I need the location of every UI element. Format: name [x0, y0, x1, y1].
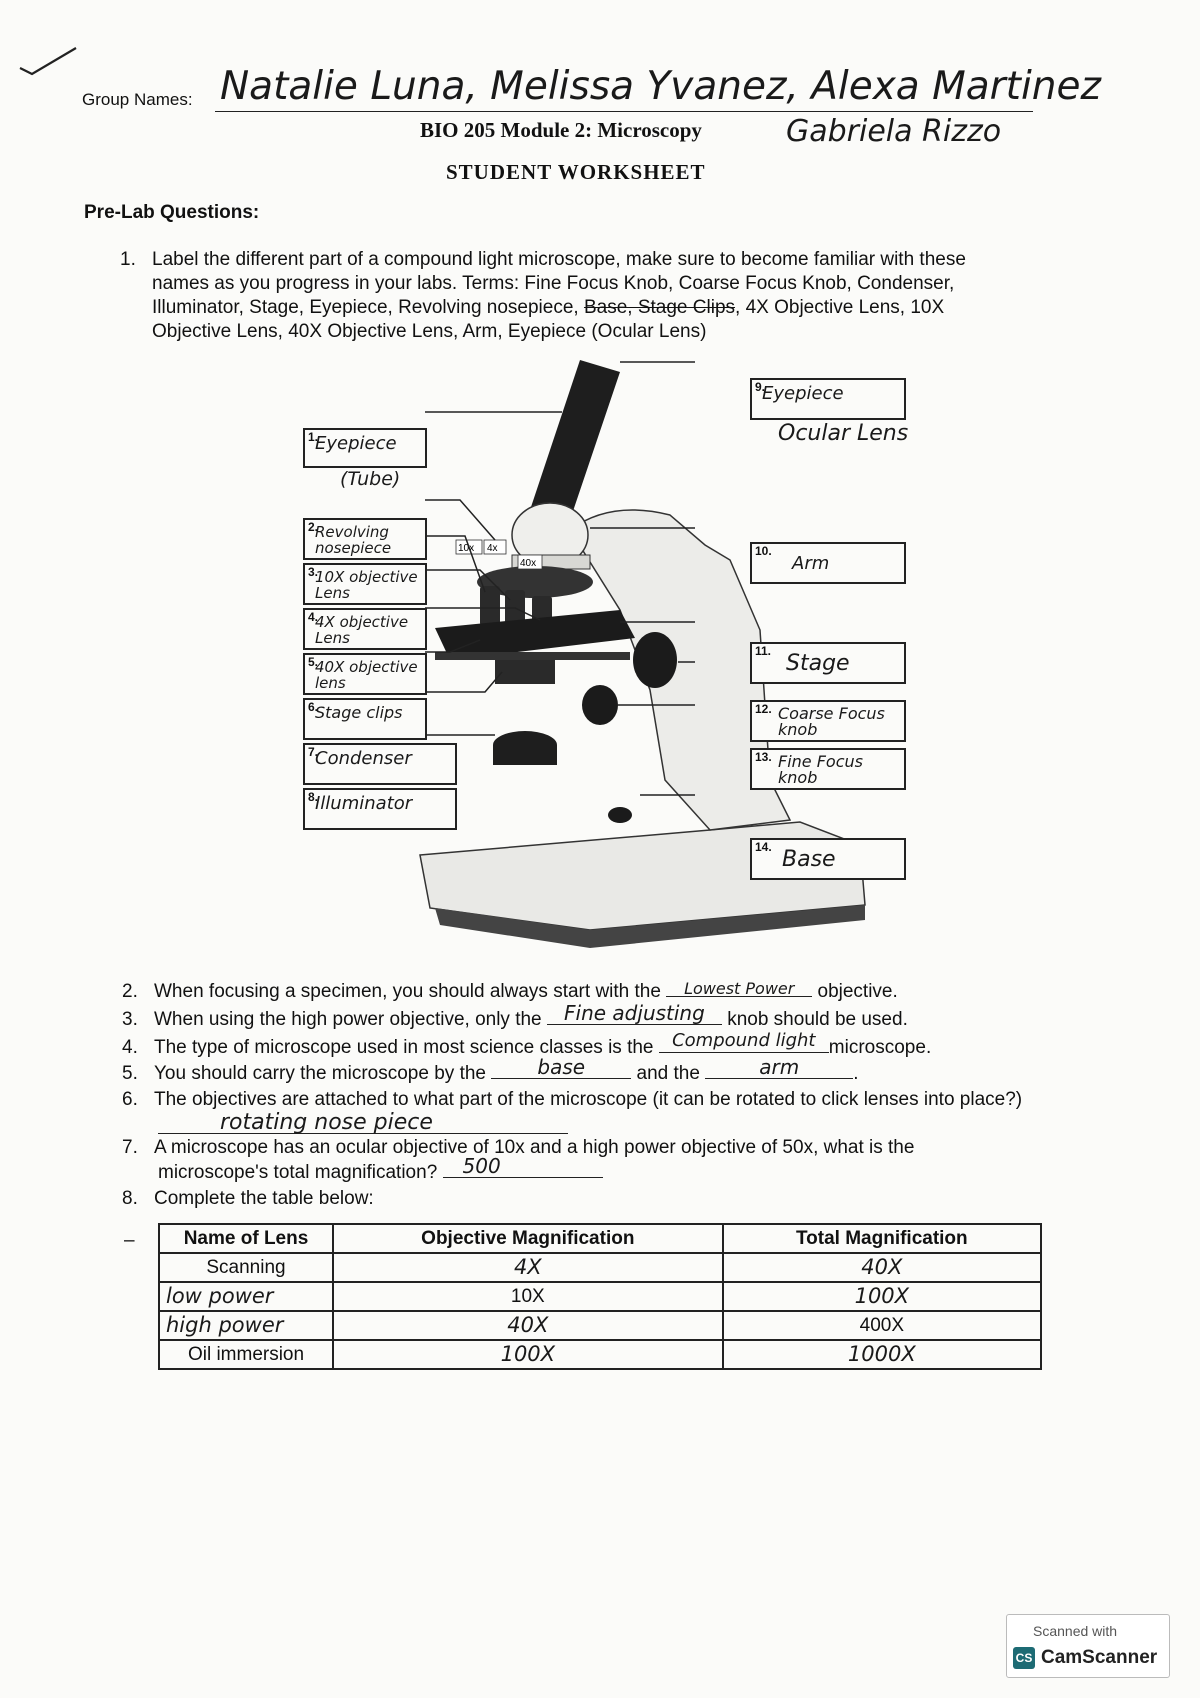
answer-q3: Fine adjusting [564, 1001, 705, 1025]
table-row: high power 40X 400X [159, 1311, 1041, 1340]
question-4: 4. The type of microscope used in most science classes is the Compound light microscope. [122, 1030, 932, 1058]
label-answer-9-extra: Ocular Lens [778, 421, 909, 446]
coarse-focus-knob [633, 632, 677, 688]
answer-q5-arm: arm [759, 1055, 800, 1079]
label-box-3: 3. 10X objective Lens [303, 563, 427, 605]
label-answer-3: 10X objective Lens [315, 568, 418, 602]
label-answer-9: Eyepiece [762, 383, 844, 404]
label-box-1: 1. Eyepiece [303, 428, 427, 468]
label-box-2: 2. Revolving nosepiece [303, 518, 427, 560]
question-1: 1. Label the different part of a compound light microscope, make sure to become familiar with these [120, 249, 966, 270]
label-box-7: 7. Condenser [303, 743, 457, 785]
question-2: 2. When focusing a specimen, you should always start with the Lowest Power objective. [122, 979, 898, 1002]
table-row: low power 10X 100X [159, 1282, 1041, 1311]
answer-q7: 500 [462, 1154, 501, 1178]
table-row: Scanning 4X 40X [159, 1253, 1041, 1282]
lens-mark-10x: 10x [458, 543, 475, 554]
watermark-line1: Scanned with [1033, 1623, 1118, 1639]
lens-table [158, 1223, 1042, 1370]
label-answer-11: Stage [786, 651, 850, 676]
table-header: Total Magnification [723, 1224, 1041, 1253]
answer-q4: Compound light [672, 1030, 816, 1051]
question-3: 3. When using the high power objective, only the Fine adjusting knob should be used. [122, 1001, 908, 1030]
label-box-8: 8. Illuminator [303, 788, 457, 830]
label-answer-5: 40X objective lens [315, 658, 418, 692]
lens-mark-4x: 4x [487, 543, 498, 554]
objective-10x [480, 586, 500, 626]
label-answer-2: Revolving nosepiece [315, 523, 392, 557]
condenser-body [495, 660, 555, 684]
eyepiece-tube [530, 360, 620, 520]
group-names-label: Group Names: [82, 90, 193, 109]
label-answer-8: Illuminator [315, 793, 413, 814]
fine-focus-knob [582, 685, 618, 725]
group-names-line2: Gabriela Rizzo [786, 114, 1002, 149]
question-6: 6. The objectives are attached to what part of the microscope (it can be rotated to click lenses into place?) [122, 1089, 1023, 1110]
label-box-9: 9. Eyepiece [750, 378, 906, 420]
course-title: BIO 205 Module 2: Microscopy [420, 118, 702, 142]
question-1-line4: Objective Lens, 40X Objective Lens, Arm, Eyepiece (Ocular Lens) [152, 321, 707, 342]
question-8: 8. Complete the table below: [122, 1188, 374, 1209]
label-box-10: 10. Arm [750, 542, 906, 584]
group-names: Natalie Luna, Melissa Yvanez, Alexa Martinez [220, 64, 1101, 109]
table-header: Name of Lens [159, 1224, 333, 1253]
struck-terms: Base, Stage Clips [583, 297, 736, 318]
label-answer-1-extra: (Tube) [340, 468, 401, 490]
camscanner-watermark [1006, 1614, 1170, 1678]
answer-q2: Lowest Power [684, 979, 795, 998]
question-7: 7. A microscope has an ocular objective of 10x and a high power objective of 50x, what is the [122, 1137, 915, 1158]
table-header-row [159, 1224, 1041, 1253]
label-box-14: 14. Base [750, 838, 906, 880]
dash-mark: – [124, 1230, 135, 1251]
label-box-6: 6. Stage clips [303, 698, 427, 740]
label-answer-12: Coarse Focus knob [778, 704, 885, 739]
label-answer-6: Stage clips [315, 703, 403, 722]
group-names-underline [215, 111, 1033, 112]
answer-q5-base: base [537, 1055, 586, 1079]
camscanner-logo-icon: CS [1013, 1647, 1035, 1669]
label-answer-1: Eyepiece [315, 433, 397, 454]
check-mark-icon [14, 40, 84, 95]
question-1-line2: names as you progress in your labs. Terms: Fine Focus Knob, Coarse Focus Knob, Condenser, [152, 273, 955, 294]
answer-q6: rotating nose piece [220, 1110, 433, 1135]
label-answer-7: Condenser [315, 748, 412, 769]
table-row: Oil immersion 100X 1000X [159, 1340, 1041, 1369]
label-box-5: 5. 40X objective lens [303, 653, 427, 695]
worksheet-title: STUDENT WORKSHEET [446, 160, 706, 184]
label-box-4: 4. 4X objective Lens [303, 608, 427, 650]
question-5: 5. You should carry the microscope by the base and the arm . [122, 1055, 859, 1084]
question-1-line3: Illuminator, Stage, Eyepiece, Revolving nosepiece, Base, Stage Clips, 4X Objective Lens, 10X [152, 297, 945, 318]
watermark-brand: CamScanner [1041, 1647, 1158, 1668]
label-box-13: 13. Fine Focus knob [750, 748, 906, 790]
label-box-12: 12. Coarse Focus knob [750, 700, 906, 742]
prelab-heading: Pre-Lab Questions: [84, 202, 260, 223]
label-box-11: 11. Stage [750, 642, 906, 684]
microscope-illustration [150, 360, 1050, 960]
label-answer-4: 4X objective Lens [315, 613, 409, 647]
label-answer-13: Fine Focus knob [778, 752, 863, 787]
table-header: Objective Magnification [333, 1224, 723, 1253]
lens-mark-40x: 40x [520, 558, 537, 569]
label-answer-14: Base [782, 847, 836, 872]
question-7-line2: microscope's total magnification? 500 [158, 1161, 603, 1185]
label-answer-10: Arm [792, 553, 830, 574]
